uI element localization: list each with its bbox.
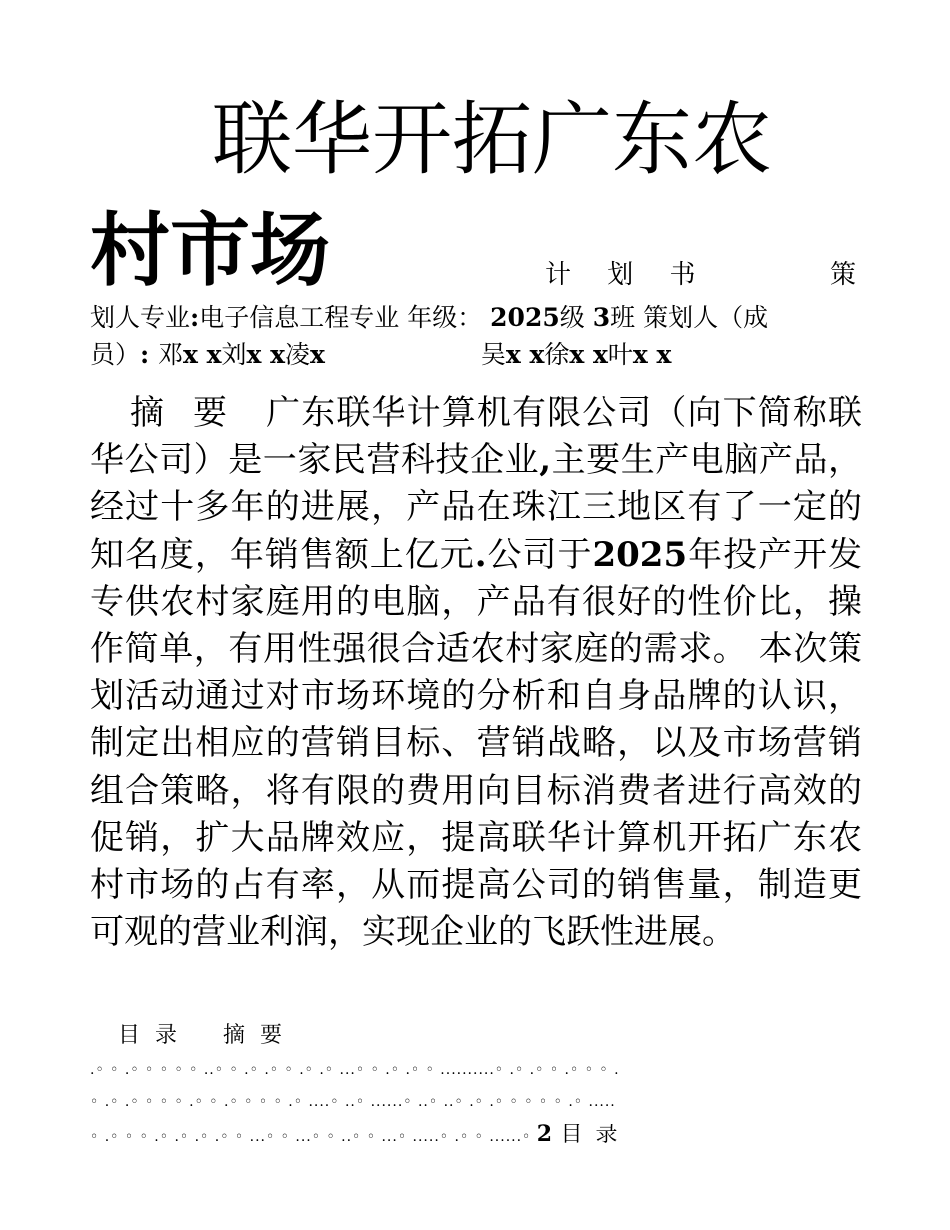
meta-line-2: 员）: 邓x x刘x x凌x 吴x x徐x x叶x x [90, 340, 672, 369]
abstract-heading: 摘 要 [130, 393, 237, 433]
toc-tail-label: 目 录 [560, 1124, 621, 1147]
toc-leader-3: ◦ .◦ ◦ ◦ .◦ .◦ .◦ .◦ ◦ ...◦ ◦ ...◦ ◦ ..◦ ◦ ...◦ .....◦ .◦ ◦ ......◦ 2 目 录 [90, 1124, 860, 1147]
abstract-paragraph: 摘 要 广东联华计算机有限公司（向下简称联华公司）是一家民营科技企业,主要生产电脑产品，经过十多年的进展，产品在珠江三地区有了一定的知名度，年销售额上亿元.公司于2025年投产开发专供农村家庭用的电脑，产品有很好的性价比，操作简单，有用性强很合适农村家庭的需求。 本次策划活动通过对市场环境的分析和自身品牌的认识，制定出相应的营销目标、营销战略，以及市场营销组合策略，将有限的费用向目标消费者进行高效的促销，扩大品牌效应，提高联华计算机开拓广东农村市场的占有率，从而提高公司的销售量，制造更可观的营业利润，实现企业的飞跃性进展。 [90, 393, 863, 953]
subtitle-jihuashu: 计 划 书 [545, 260, 710, 290]
toc-leader-1: .◦ ◦ .◦ ◦ ◦ ◦ ◦ ..◦ ◦ .◦ .◦ ◦ .◦ .◦ ...◦ ◦ .◦ .◦ ◦ ..........◦ .◦ .◦ ◦ .◦ ◦ ◦ . [90, 1062, 620, 1078]
planner-label-start: 策 [830, 260, 857, 290]
toc-page-number: 2 [536, 1124, 556, 1147]
title-line-2: 村市场 [90, 203, 330, 297]
toc-heading: 目 录 摘 要 [118, 1023, 286, 1048]
title-line-1: 联华开拓广东农 [212, 93, 772, 186]
toc-leader-2: ◦ .◦ .◦ ◦ ◦ ◦ .◦ ◦ .◦ ◦ ◦ ◦ .◦ ....◦ ..◦ ......◦ ..◦ ..◦ .◦ .◦ ◦ ◦ ◦ ◦ .◦ ..... [90, 1094, 616, 1110]
meta-line-1: 划人专业:电子信息工程专业 年级： 2025级 3班 策划人（成 [90, 303, 769, 332]
